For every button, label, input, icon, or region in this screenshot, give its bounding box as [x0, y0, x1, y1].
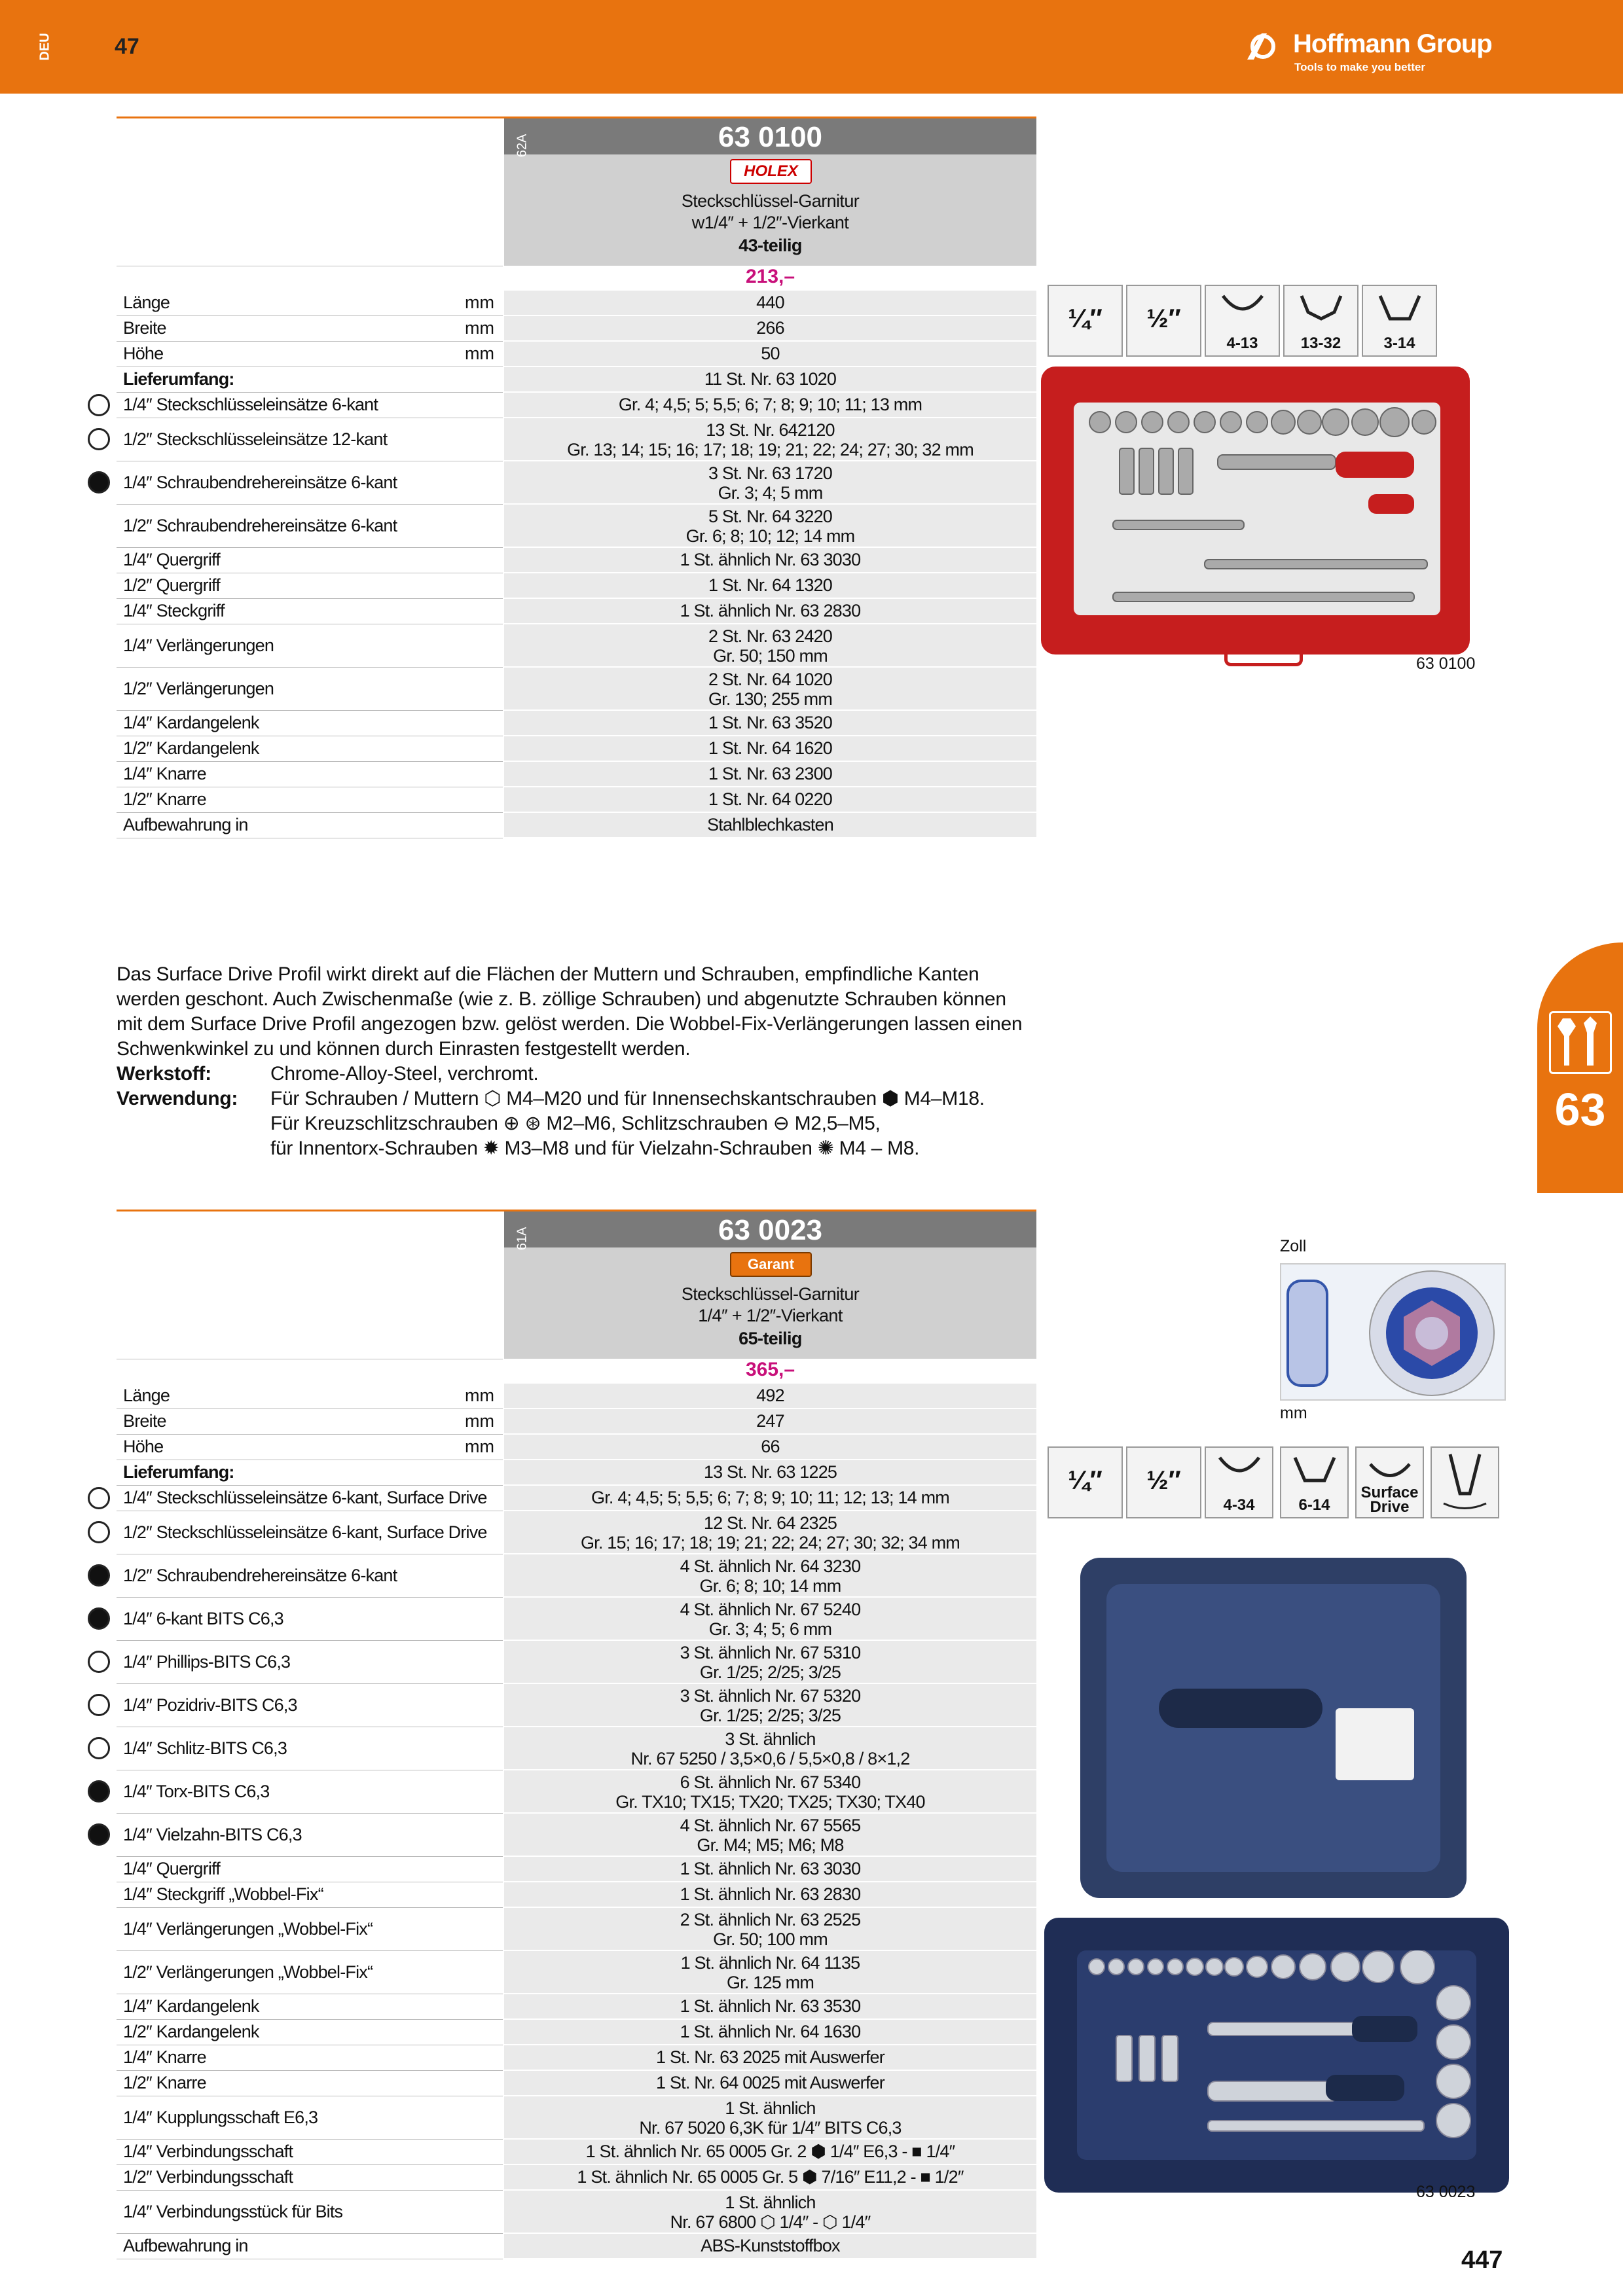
twelve-point-socket-range-icon: 13-32	[1283, 285, 1359, 357]
row-label: 1/2″ Schraubendrehereinsätze 6-kant	[123, 516, 397, 535]
table-row	[117, 342, 1036, 367]
table-row	[117, 1994, 1036, 2020]
table-row	[117, 1409, 1036, 1435]
version-tag: 62A	[515, 134, 530, 158]
photo2-caption: 63 0023	[1416, 2183, 1476, 2201]
description-line1: Das Surface Drive Profil wirkt direkt auf die Flächen der Muttern und Schrauben, empfindliche Kanten	[117, 963, 979, 985]
row-value: 12 St. Nr. 64 2325	[703, 1513, 837, 1533]
chapter-tab[interactable]	[1537, 942, 1623, 1193]
case-handle	[1159, 1689, 1322, 1728]
table-row	[117, 762, 1036, 787]
case-handle	[1224, 640, 1303, 666]
row-value: 1 St. Nr. 63 2025 mit Auswerfer	[656, 2047, 884, 2067]
table-row	[117, 1435, 1036, 1460]
table-row	[117, 2020, 1036, 2045]
table-row	[117, 624, 1036, 668]
row-value-detail: Gr. 50; 150 mm	[713, 646, 828, 666]
piece-count: 43-teilig	[739, 236, 802, 255]
screw-profile-icon	[88, 1521, 110, 1543]
screw-profile-icon	[88, 471, 110, 493]
row-label: 1/4″ 6-kant BITS C6,3	[123, 1609, 283, 1628]
row-label: 1/4″ Pozidriv-BITS C6,3	[123, 1695, 297, 1715]
row-label: 1/4″ Knarre	[123, 764, 206, 783]
row-label: 1/4″ Kupplungsschaft E6,3	[123, 2108, 318, 2127]
table-row	[117, 548, 1036, 573]
row-label: 1/2″ Steckschlüsseleinsätze 12-kant	[123, 429, 388, 449]
product-code: 63 0100	[718, 121, 823, 153]
usage-line1: Für Schrauben / Muttern ⬡ M4–M20 und für Innensechskantschrauben ⬢ M4–M18.	[270, 1088, 985, 1109]
row-value: 266	[756, 318, 784, 338]
row-value: 1 St. ähnlich Nr. 63 3030	[680, 1859, 861, 1878]
row-label: 1/2″ Steckschlüsseleinsätze 6-kant, Surface Drive	[123, 1522, 487, 1542]
price: 365,–	[504, 1359, 1036, 1384]
table-row	[117, 599, 1036, 624]
table-row	[117, 1951, 1036, 1994]
product-title-line1: Steckschlüssel-Garnitur	[681, 1284, 860, 1304]
table-row	[117, 1882, 1036, 1908]
row-label: 1/4″ Verlängerungen	[123, 636, 274, 655]
row-value-detail: Gr. 6; 8; 10; 12; 14 mm	[685, 526, 855, 546]
row-value-detail: Gr. 6; 8; 10; 14 mm	[699, 1576, 841, 1596]
product-title-line2: 1/4″ + 1/2″-Vierkant	[698, 1306, 843, 1325]
row-value-detail: Gr. 15; 16; 17; 18; 19; 21; 22; 24; 27; 30; 32; 34 mm	[580, 1533, 960, 1552]
row-value: 1 St. Nr. 63 3520	[708, 713, 833, 732]
row-value-detail: Nr. 67 5250 / 3,5×0,6 / 5,5×0,8 / 8×1,2	[630, 1749, 910, 1768]
row-unit: mm	[465, 344, 494, 363]
photo1-caption: 63 0100	[1416, 655, 1476, 673]
quarter-inch-drive-icon: ¼″	[1048, 1446, 1123, 1518]
surface-drive-icon: Surface Drive	[1355, 1446, 1424, 1518]
row-value-detail: Gr. 3; 4; 5 mm	[718, 483, 823, 503]
screw-profile-icon	[88, 1564, 110, 1587]
product2-open-case-photo	[1044, 1918, 1509, 2193]
row-value: 1 St. ähnlich Nr. 65 0005 Gr. 2 ⬢ 1/4″ E6,3 - ■ 1/4″	[585, 2142, 955, 2161]
row-value: 1 St. Nr. 63 2300	[708, 764, 833, 783]
diagram-label-mm: mm	[1280, 1404, 1307, 1422]
table-row	[117, 787, 1036, 813]
table-row	[117, 736, 1036, 762]
screw-profile-icon	[88, 1737, 110, 1759]
row-label: 1/4″ Verlängerungen „Wobbel-Fix“	[123, 1919, 373, 1939]
bit-socket-range-icon: 3-14	[1362, 285, 1437, 357]
row-value: 1 St. ähnlich Nr. 63 2830	[680, 1884, 861, 1904]
row-label: 1/2″ Knarre	[123, 2073, 206, 2092]
row-label: 1/4″ Verbindungsstück für Bits	[123, 2202, 343, 2221]
row-value: 4 St. ähnlich Nr. 64 3230	[680, 1556, 861, 1576]
page-number: 447	[1461, 2246, 1503, 2274]
row-label: Breite	[123, 318, 166, 338]
row-label: Höhe	[123, 344, 164, 363]
diagram-label-zoll: Zoll	[1280, 1237, 1307, 1255]
product-header	[504, 118, 1036, 266]
table-row	[117, 367, 1036, 393]
screw-profile-icon	[88, 1487, 110, 1509]
row-value: 1 St. Nr. 64 1320	[708, 575, 833, 595]
bit-socket-range-icon: 6-14	[1280, 1446, 1349, 1518]
table-row	[117, 1770, 1036, 1814]
row-value: 2 St. Nr. 63 2420	[708, 626, 833, 646]
row-label: 1/4″ Vielzahn-BITS C6,3	[123, 1825, 302, 1844]
table-row	[117, 2234, 1036, 2259]
row-value-detail: Nr. 67 6800 ⬡ 1/4″ - ⬡ 1/4″	[670, 2212, 871, 2232]
table-row	[117, 1598, 1036, 1641]
row-label: Höhe	[123, 1437, 164, 1456]
row-label: 1/4″ Schlitz-BITS C6,3	[123, 1738, 287, 1758]
row-value: 13 St. Nr. 63 1225	[703, 1462, 837, 1482]
hex-socket-range-icon: 4-34	[1205, 1446, 1273, 1518]
row-value-detail: Gr. 50; 100 mm	[713, 1929, 828, 1949]
table-row	[117, 1814, 1036, 1857]
table-row	[117, 461, 1036, 505]
row-value: 1 St. Nr. 64 0025 mit Auswerfer	[656, 2073, 884, 2092]
row-value-detail: Gr. 130; 255 mm	[708, 689, 833, 709]
row-value-detail: Gr. 1/25; 2/25; 3/25	[699, 1706, 841, 1725]
brand-tagline: Tools to make you better	[1294, 61, 1425, 73]
row-value: 1 St. ähnlich	[725, 2098, 816, 2118]
garant-brand-badge: Garant	[730, 1252, 812, 1277]
row-label: 1/2″ Verlängerungen	[123, 679, 274, 698]
wrench-screwdriver-icon	[1549, 1011, 1612, 1074]
screw-profile-icon	[88, 428, 110, 450]
row-value: 1 St. ähnlich Nr. 63 3030	[680, 550, 861, 569]
row-label: 1/2″ Verbindungsschaft	[123, 2167, 293, 2187]
row-value: 5 St. Nr. 64 3220	[708, 507, 833, 526]
product-code: 63 0023	[718, 1214, 823, 1246]
row-label: 1/4″ Schraubendrehereinsätze 6-kant	[123, 473, 397, 492]
row-label: Lieferumfang:	[123, 369, 234, 389]
row-value: 11 St. Nr. 63 1020	[704, 369, 837, 389]
holex-brand-badge: HOLEX	[730, 159, 812, 184]
table-row	[117, 1641, 1036, 1684]
row-value: 3 St. Nr. 63 1720	[708, 463, 833, 483]
row-value: 1 St. ähnlich Nr. 63 2830	[680, 601, 861, 620]
piece-count: 65-teilig	[739, 1329, 802, 1348]
row-value: 1 St. Nr. 64 0220	[708, 789, 833, 809]
table-row	[117, 668, 1036, 711]
row-value: ABS-Kunststoffbox	[701, 2236, 840, 2255]
product2-closed-case-photo	[1080, 1558, 1467, 1898]
row-label: 1/4″ Kardangelenk	[123, 713, 259, 732]
row-value-detail: Nr. 67 5020 6,3K für 1/4″ BITS C6,3	[639, 2118, 902, 2138]
table-row	[117, 1384, 1036, 1409]
description-block	[117, 962, 1033, 1161]
table-row	[117, 2191, 1036, 2234]
table-row	[117, 2096, 1036, 2140]
table-row	[117, 393, 1036, 418]
price: 213,–	[504, 266, 1036, 291]
row-label: Breite	[123, 1411, 166, 1431]
material-value: Chrome-Alloy-Steel, verchromt.	[270, 1063, 539, 1085]
tools-illustration	[1077, 1950, 1476, 2160]
row-label: 1/4″ Steckschlüsseleinsätze 6-kant, Surface Drive	[123, 1488, 487, 1507]
tools-illustration	[1074, 403, 1440, 615]
row-label: 1/4″ Steckgriff	[123, 601, 225, 620]
version-tag: 61A	[515, 1227, 530, 1251]
table-row	[117, 1684, 1036, 1727]
table-row	[117, 291, 1036, 316]
page-header	[0, 0, 1623, 94]
row-value: 3 St. ähnlich Nr. 67 5310	[680, 1643, 861, 1662]
row-label: 1/4″ Quergriff	[123, 550, 220, 569]
screw-profile-icon	[88, 394, 110, 416]
row-value: 3 St. ähnlich Nr. 67 5320	[680, 1686, 861, 1706]
table-row	[117, 505, 1036, 548]
row-value: 3 St. ähnlich	[725, 1729, 816, 1749]
description-line2: werden geschont. Auch Zwischenmaße (wie z. B. zöllige Schrauben) und abgenutzte Schrauben können	[117, 988, 1006, 1010]
row-separator	[504, 2258, 1036, 2259]
material-key: Werkstoff:	[117, 1063, 211, 1085]
row-label: 1/2″ Schraubendrehereinsätze 6-kant	[123, 1566, 397, 1585]
row-value: 2 St. Nr. 64 1020	[708, 670, 833, 689]
row-value: 1 St. ähnlich	[725, 2193, 816, 2212]
table-row	[117, 711, 1036, 736]
row-unit: mm	[465, 1437, 494, 1456]
row-value-detail: Gr. 125 mm	[726, 1973, 814, 1992]
case-label	[1336, 1708, 1414, 1780]
product1-photo	[1041, 367, 1470, 655]
row-value: 66	[761, 1437, 780, 1456]
row-unit: mm	[465, 1411, 494, 1431]
row-unit: mm	[465, 318, 494, 338]
chapter-number: 63	[1554, 1084, 1606, 1135]
row-value: 4 St. ähnlich Nr. 67 5565	[680, 1816, 861, 1835]
row-label: 1/4″ Kardangelenk	[123, 1996, 259, 2016]
table-row	[117, 1554, 1036, 1598]
row-value: 13 St. Nr. 642120	[706, 420, 835, 440]
case-interior	[1077, 1950, 1476, 2160]
table-row	[117, 2165, 1036, 2191]
table-row	[117, 2140, 1036, 2165]
row-label: Länge	[123, 293, 170, 312]
row-label: Lieferumfang:	[123, 1462, 234, 1482]
top-page-number: 47	[115, 34, 139, 59]
row-value: 1 St. ähnlich Nr. 65 0005 Gr. 5 ⬢ 7/16″ E11,2 - ■ 1/2″	[577, 2167, 964, 2187]
screw-profile-icon	[88, 1694, 110, 1716]
product-title-line2: w1/4″ + 1/2″-Vierkant	[691, 213, 849, 232]
row-label: 1/2″ Kardangelenk	[123, 738, 259, 758]
row-separator	[504, 837, 1036, 838]
description-line4: Schwenkwinkel zu und können durch Einrasten festgestellt werden.	[117, 1038, 691, 1060]
hoffmann-logo-icon	[1247, 31, 1288, 62]
screw-profile-icon	[88, 1823, 110, 1846]
description-line3: mit dem Surface Drive Profil angezogen bzw. gelöst werden. Die Wobbel-Fix-Verlängerungen lassen einen	[117, 1013, 1023, 1035]
row-value: 2 St. ähnlich Nr. 63 2525	[680, 1910, 861, 1929]
row-label: 1/2″ Verlängerungen „Wobbel-Fix“	[123, 1962, 373, 1982]
half-inch-drive-icon: ½″	[1126, 285, 1201, 357]
half-inch-drive-icon: ½″	[1126, 1446, 1201, 1518]
row-value-detail: Gr. M4; M5; M6; M8	[697, 1835, 844, 1855]
row-unit: mm	[465, 1386, 494, 1405]
row-label: Aufbewahrung in	[123, 815, 248, 834]
usage-line2: Für Kreuzschlitzschrauben ⊕ ⊛ M2–M6, Schlitzschrauben ⊖ M2,5–M5,	[270, 1113, 881, 1134]
row-value: 1 St. ähnlich Nr. 64 1630	[680, 2022, 861, 2041]
table-row	[117, 813, 1036, 838]
row-value: 247	[756, 1411, 784, 1431]
row-value: Gr. 4; 4,5; 5; 5,5; 6; 7; 8; 9; 10; 11; 13 mm	[618, 395, 922, 414]
screw-profile-icon	[88, 1780, 110, 1803]
surface-drive-diagram	[1280, 1263, 1506, 1401]
table-row	[117, 418, 1036, 461]
table-row	[117, 1857, 1036, 1882]
row-value: 1 St. Nr. 64 1620	[708, 738, 833, 758]
row-value: 1 St. ähnlich Nr. 64 1135	[680, 1953, 860, 1973]
row-label: 1/4″ Torx-BITS C6,3	[123, 1782, 270, 1801]
row-value: 492	[756, 1386, 784, 1405]
table-row	[117, 2071, 1036, 2096]
table-row	[117, 573, 1036, 599]
table-row	[117, 1511, 1036, 1554]
row-label: 1/4″ Phillips-BITS C6,3	[123, 1652, 291, 1672]
row-value: 4 St. ähnlich Nr. 67 5240	[680, 1600, 861, 1619]
row-value-detail: Gr. 13; 14; 15; 16; 17; 18; 19; 21; 22; 24; 27; 30; 32 mm	[567, 440, 974, 459]
table-row	[117, 1486, 1036, 1511]
row-unit: mm	[465, 293, 494, 312]
row-label: Aufbewahrung in	[123, 2236, 248, 2255]
wobble-angle-icon	[1431, 1446, 1499, 1518]
language-code: DEU	[37, 33, 52, 61]
table-row	[117, 1460, 1036, 1486]
screw-profile-icon	[88, 1651, 110, 1673]
usage-key: Verwendung:	[117, 1088, 238, 1109]
row-label: 1/4″ Verbindungsschaft	[123, 2142, 293, 2161]
screw-profile-icon	[88, 1607, 110, 1630]
table-row	[117, 1908, 1036, 1951]
row-value-detail: Gr. 1/25; 2/25; 3/25	[699, 1662, 841, 1682]
product-title-line1: Steckschlüssel-Garnitur	[681, 191, 860, 211]
row-value: 6 St. ähnlich Nr. 67 5340	[680, 1772, 861, 1792]
row-label: 1/4″ Knarre	[123, 2047, 206, 2067]
table-row	[117, 1727, 1036, 1770]
row-label: 1/4″ Quergriff	[123, 1859, 220, 1878]
row-label: 1/2″ Quergriff	[123, 575, 220, 595]
hex-socket-range-icon: 4-13	[1205, 285, 1280, 357]
row-value: Gr. 4; 4,5; 5; 5,5; 6; 7; 8; 9; 10; 11; 12; 13; 14 mm	[591, 1488, 949, 1507]
row-label: 1/4″ Steckschlüsseleinsätze 6-kant	[123, 395, 378, 414]
row-value: Stahlblechkasten	[707, 815, 833, 834]
brand-logo	[1247, 29, 1509, 82]
row-value-detail: Gr. TX10; TX15; TX20; TX25; TX30; TX40	[615, 1792, 925, 1812]
case-interior	[1074, 403, 1440, 615]
row-value: 1 St. ähnlich Nr. 63 3530	[680, 1996, 861, 2016]
row-label: 1/2″ Kardangelenk	[123, 2022, 259, 2041]
product-header	[504, 1211, 1036, 1359]
row-label: 1/4″ Steckgriff „Wobbel-Fix“	[123, 1884, 323, 1904]
table-row	[117, 316, 1036, 342]
row-value-detail: Gr. 3; 4; 5; 6 mm	[708, 1619, 832, 1639]
row-value: 440	[756, 293, 784, 312]
row-label: 1/2″ Knarre	[123, 789, 206, 809]
brand-name: Hoffmann Group	[1293, 29, 1492, 58]
table-row	[117, 2045, 1036, 2071]
row-value: 50	[761, 344, 780, 363]
usage-line3: für Innentorx-Schrauben ✹ M3–M8 und für Vielzahn-Schrauben ✺ M4 – M8.	[270, 1138, 920, 1159]
row-label: Länge	[123, 1386, 170, 1405]
quarter-inch-drive-icon: ¼″	[1048, 285, 1123, 357]
